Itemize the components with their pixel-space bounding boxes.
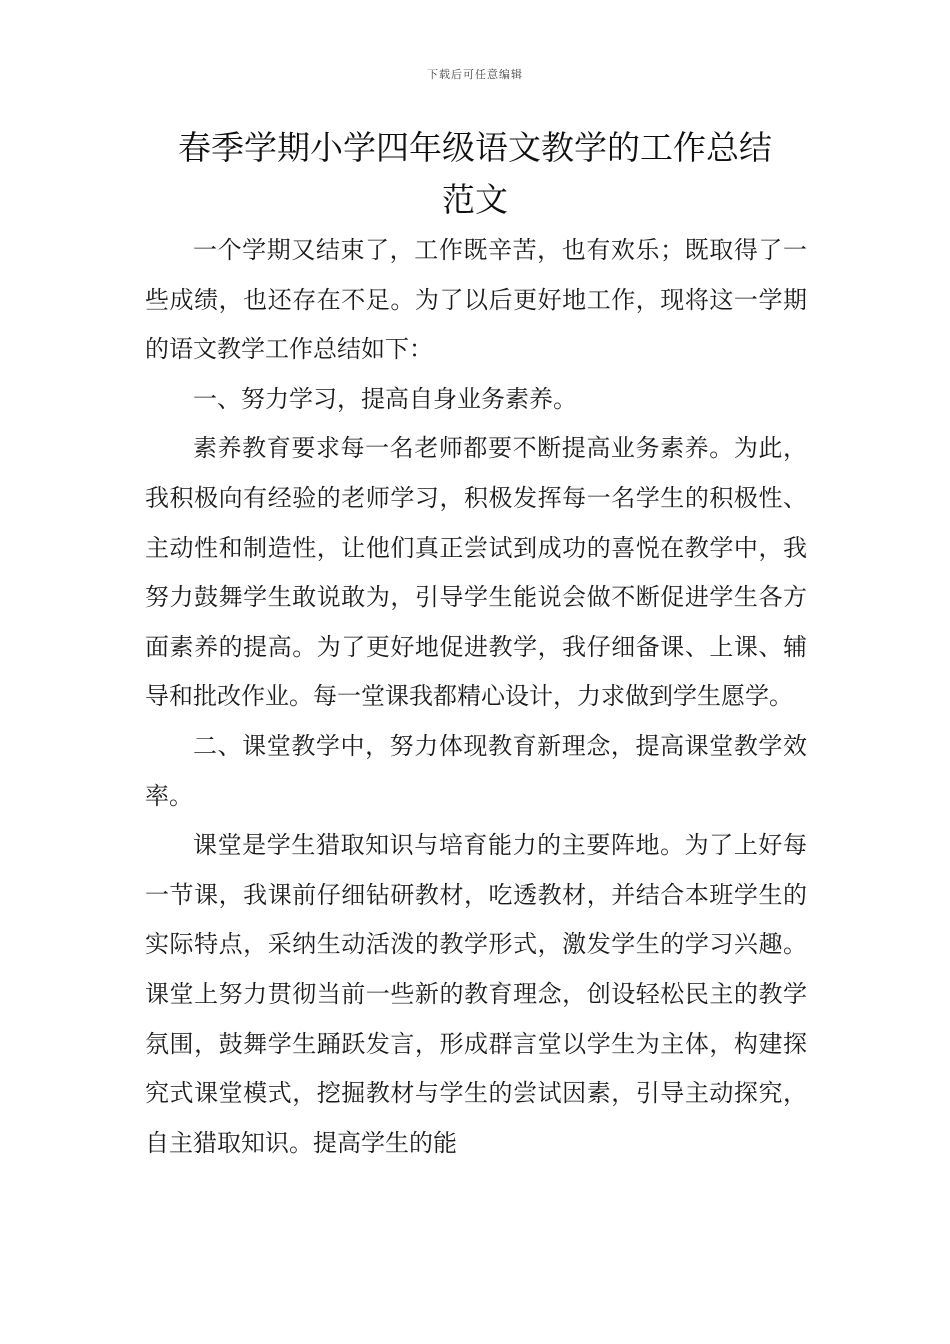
document-title — [140, 122, 810, 226]
paragraph-intro: 一个学期又结束了，工作既辛苦，也有欢乐；既取得了一些成绩，也还存在不足。为了以后更好地工作，现将这一学期的语文教学工作总结如下： — [145, 236, 807, 364]
section-heading-1: 一、努力学习，提高自身业务素养。 — [193, 384, 577, 413]
header-note: 下载后可任意编辑 — [427, 68, 523, 81]
title-line-2: 范文 — [442, 180, 508, 219]
paragraph-section-1: 素养教育要求每一名老师都要不断提高业务素养。为此，我积极向有经验的老师学习，积极发挥每一名学生的积极性、主动性和制造性，让他们真正尝试到成功的喜悦在教学中，我努力鼓舞学生敢说敢为，引导学生能说会做不断促进学生各方面素养的提高。为了更好地促进教学，我仔细备课、上课、辅导和批改作业。每一堂课我都精心设计，力求做到学生愿学。 — [145, 434, 807, 711]
document-body — [145, 226, 807, 1168]
paragraph-section-2: 课堂是学生猎取知识与培育能力的主要阵地。为了上好每一节课，我课前仔细钻研教材，吃透教材，并结合本班学生的实际特点，采纳生动活泼的教学形式，激发学生的学习兴趣。课堂上努力贯彻当前一些新的教育理念，创设轻松民主的教学氛围，鼓舞学生踊跃发言，形成群言堂以学生为主体，构建探究式课堂模式，挖掘教材与学生的尝试因素，引导主动探究，自主猎取知识。提高学生的能 — [145, 831, 807, 1157]
title-line-1: 春季学期小学四年级语文教学的工作总结 — [178, 128, 772, 167]
section-heading-2: 二、课堂教学中，努力体现教育新理念，提高课堂教学效率。 — [145, 731, 807, 810]
